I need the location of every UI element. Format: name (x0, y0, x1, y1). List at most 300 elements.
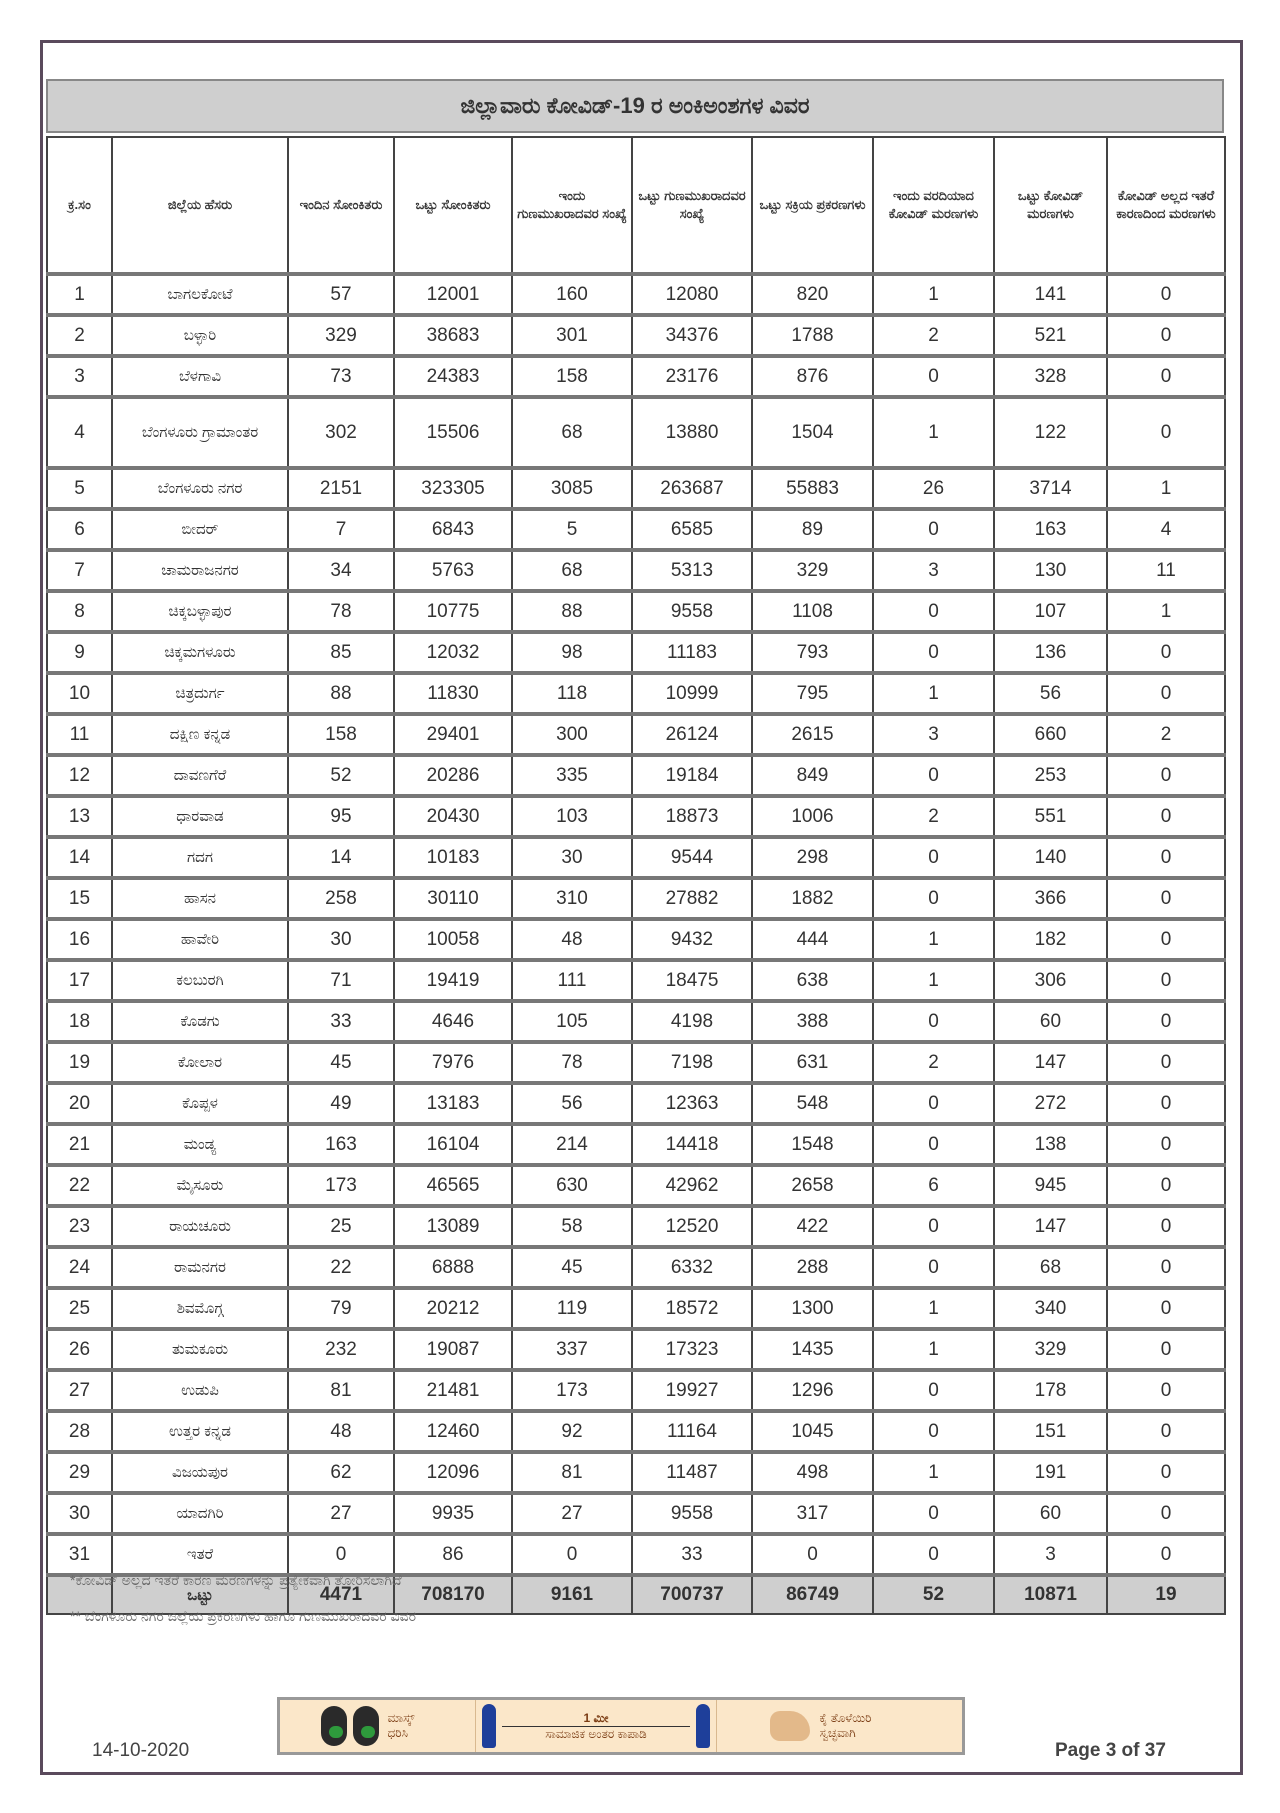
cell-value: 19087 (394, 1329, 512, 1370)
cell-value: 73 (288, 356, 394, 397)
serial-number: 8 (47, 591, 112, 632)
district-name: ರಾಮನಗರ (112, 1247, 288, 1288)
district-name: ಚಿತ್ರದುರ್ಗ (112, 673, 288, 714)
cell-value: 263687 (632, 468, 752, 509)
distance-segment (476, 1700, 717, 1752)
cell-value: 0 (1107, 274, 1225, 315)
cell-value: 306 (994, 960, 1107, 1001)
district-covid-table (46, 136, 1226, 1615)
table-row (47, 1165, 1225, 1206)
cell-value: 2 (873, 796, 994, 837)
district-name: ತುಮಕೂರು (112, 1329, 288, 1370)
column-header: ಇಂದು ಗುಣಮುಖರಾದವರ ಸಂಖ್ಯೆ (512, 137, 632, 274)
cell-value: 5763 (394, 550, 512, 591)
cell-value: 27 (288, 1493, 394, 1534)
table-row (47, 673, 1225, 714)
cell-value: 288 (752, 1247, 873, 1288)
cell-value: 0 (873, 356, 994, 397)
cell-value: 1882 (752, 878, 873, 919)
cell-value: 173 (512, 1370, 632, 1411)
serial-number: 19 (47, 1042, 112, 1083)
serial-number: 10 (47, 673, 112, 714)
cell-value: 6332 (632, 1247, 752, 1288)
serial-number: 5 (47, 468, 112, 509)
cell-value: 1300 (752, 1288, 873, 1329)
cell-value: 2151 (288, 468, 394, 509)
cell-value: 60 (994, 1001, 1107, 1042)
cell-value: 0 (1107, 878, 1225, 919)
cell-value: 302 (288, 397, 394, 468)
cell-value: 55883 (752, 468, 873, 509)
cell-value: 6585 (632, 509, 752, 550)
table-row (47, 468, 1225, 509)
cell-value: 0 (873, 837, 994, 878)
district-name: ಗದಗ (112, 837, 288, 878)
cell-value: 30110 (394, 878, 512, 919)
cell-value: 48 (512, 919, 632, 960)
cell-value: 30 (288, 919, 394, 960)
report-date: 14-10-2020 (92, 1740, 190, 1761)
cell-value: 11830 (394, 673, 512, 714)
cell-value: 9935 (394, 1493, 512, 1534)
cell-value: 89 (752, 509, 873, 550)
footnote: ** ಬೆಂಗಳೂರು ನಗರ ಜಿಲ್ಲೆಯ ಪ್ರಕರಣಗಳು ಹಾಗೂ ಗುಣಮುಖರಾದವರ ವಿವರ (70, 1608, 416, 1624)
cell-value: 173 (288, 1165, 394, 1206)
column-header: ಒಟ್ಟು ಗುಣಮುಖರಾದವರ ಸಂಖ್ಯೆ (632, 137, 752, 274)
serial-number: 9 (47, 632, 112, 673)
cell-value: 122 (994, 397, 1107, 468)
cell-value: 10058 (394, 919, 512, 960)
cell-value: 310 (512, 878, 632, 919)
serial-number: 1 (47, 274, 112, 315)
cell-value: 0 (1107, 1001, 1225, 1042)
district-name: ದಾವಣಗೆರೆ (112, 755, 288, 796)
cell-value: 0 (1107, 919, 1225, 960)
cell-value: 0 (873, 632, 994, 673)
cell-value: 12080 (632, 274, 752, 315)
cell-value: 68 (512, 397, 632, 468)
cell-value: 12460 (394, 1411, 512, 1452)
cell-value: 876 (752, 356, 873, 397)
cell-value: 111 (512, 960, 632, 1001)
cell-value: 56 (512, 1083, 632, 1124)
cell-value: 0 (873, 591, 994, 632)
cell-value: 1 (873, 1452, 994, 1493)
cell-value: 16104 (394, 1124, 512, 1165)
cell-value: 158 (288, 714, 394, 755)
serial-number: 27 (47, 1370, 112, 1411)
cell-value: 0 (873, 1206, 994, 1247)
cell-value: 13089 (394, 1206, 512, 1247)
cell-value: 366 (994, 878, 1107, 919)
cell-value: 1 (1107, 591, 1225, 632)
cell-value: 20430 (394, 796, 512, 837)
serial-number: 3 (47, 356, 112, 397)
cell-value: 0 (873, 1534, 994, 1575)
serial-number: 4 (47, 397, 112, 468)
serial-number: 15 (47, 878, 112, 919)
cell-value: 0 (1107, 960, 1225, 1001)
cell-value: 98 (512, 632, 632, 673)
district-name: ಚಿಕ್ಕಬಳ್ಳಾಪುರ (112, 591, 288, 632)
table-row (47, 1083, 1225, 1124)
cell-value: 1 (873, 1329, 994, 1370)
cell-value: 329 (288, 315, 394, 356)
table-row (47, 960, 1225, 1001)
cell-value: 0 (873, 755, 994, 796)
cell-value: 88 (512, 591, 632, 632)
cell-value: 0 (1107, 1370, 1225, 1411)
cell-value: 13880 (632, 397, 752, 468)
cell-value: 820 (752, 274, 873, 315)
table-row (47, 1042, 1225, 1083)
cell-value: 3 (873, 714, 994, 755)
cell-value: 0 (1107, 1247, 1225, 1288)
cell-value: 9544 (632, 837, 752, 878)
cell-value: 19 (1107, 1575, 1225, 1614)
person-icon (482, 1704, 496, 1748)
serial-number: 28 (47, 1411, 112, 1452)
district-name: ಮೈಸೂರು (112, 1165, 288, 1206)
cell-value: 0 (1107, 315, 1225, 356)
district-name: ರಾಯಚೂರು (112, 1206, 288, 1247)
cell-value: 700737 (632, 1575, 752, 1614)
serial-number: 31 (47, 1534, 112, 1575)
cell-value: 1 (873, 397, 994, 468)
cell-value: 340 (994, 1288, 1107, 1329)
cell-value: 0 (1107, 1411, 1225, 1452)
cell-value: 68 (994, 1247, 1107, 1288)
cell-value: 88 (288, 673, 394, 714)
cell-value: 103 (512, 796, 632, 837)
cell-value: 45 (288, 1042, 394, 1083)
cell-value: 141 (994, 274, 1107, 315)
cell-value: 160 (512, 274, 632, 315)
footnote: *ಕೋವಿಡ್ ಅಲ್ಲದ ಇತರೆ ಕಾರಣ ಮರಣಗಳನ್ನು ಪ್ರತ್ಯೇಕವಾಗಿ ತೋರಿಸಲಾಗಿದೆ (70, 1572, 402, 1588)
cell-value: 11487 (632, 1452, 752, 1493)
cell-value: 18572 (632, 1288, 752, 1329)
cell-value: 9432 (632, 919, 752, 960)
cell-value: 119 (512, 1288, 632, 1329)
cell-value: 1788 (752, 315, 873, 356)
cell-value: 9558 (632, 1493, 752, 1534)
table-row (47, 1247, 1225, 1288)
table-row (47, 356, 1225, 397)
serial-number: 2 (47, 315, 112, 356)
district-name: ಬೆಳಗಾವಿ (112, 356, 288, 397)
column-header: ಜಿಲ್ಲೆಯ ಹೆಸರು (112, 137, 288, 274)
cell-value: 335 (512, 755, 632, 796)
cell-value: 15506 (394, 397, 512, 468)
column-header: ಒಟ್ಟು ಕೋವಿಡ್ ಮರಣಗಳು (994, 137, 1107, 274)
cell-value: 708170 (394, 1575, 512, 1614)
table-row (47, 1288, 1225, 1329)
cell-value: 0 (1107, 1165, 1225, 1206)
table-row (47, 274, 1225, 315)
district-name: ಕಲಬುರಗಿ (112, 960, 288, 1001)
table-row (47, 632, 1225, 673)
cell-value: 18475 (632, 960, 752, 1001)
cell-value: 27 (512, 1493, 632, 1534)
cell-value: 5313 (632, 550, 752, 591)
serial-number: 25 (47, 1288, 112, 1329)
cell-value: 0 (1107, 796, 1225, 837)
cell-value: 11164 (632, 1411, 752, 1452)
cell-value: 214 (512, 1124, 632, 1165)
cell-value: 3 (994, 1534, 1107, 1575)
district-name: ಒಟ್ಟು (112, 1575, 288, 1614)
cell-value: 0 (1107, 1493, 1225, 1534)
cell-value: 0 (1107, 837, 1225, 878)
district-name: ವಿಜಯಪುರ (112, 1452, 288, 1493)
cell-value: 0 (1107, 1206, 1225, 1247)
district-name: ಬೀದರ್ (112, 509, 288, 550)
cell-value: 0 (1107, 1124, 1225, 1165)
district-name: ಬಳ್ಳಾರಿ (112, 315, 288, 356)
cell-value: 4198 (632, 1001, 752, 1042)
cell-value: 328 (994, 356, 1107, 397)
cell-value: 23176 (632, 356, 752, 397)
cell-value: 19184 (632, 755, 752, 796)
cell-value: 49 (288, 1083, 394, 1124)
cell-value: 9161 (512, 1575, 632, 1614)
cell-value: 147 (994, 1042, 1107, 1083)
cell-value: 78 (512, 1042, 632, 1083)
cell-value: 0 (873, 1001, 994, 1042)
cell-value: 7198 (632, 1042, 752, 1083)
cell-value: 13183 (394, 1083, 512, 1124)
cell-value: 521 (994, 315, 1107, 356)
district-name: ಬೆಂಗಳೂರು ಗ್ರಾಮಾಂತರ (112, 397, 288, 468)
cell-value: 46565 (394, 1165, 512, 1206)
cell-value: 10871 (994, 1575, 1107, 1614)
column-header: ಒಟ್ಟು ಸಕ್ರಿಯ ಪ್ರಕರಣಗಳು (752, 137, 873, 274)
cell-value: 551 (994, 796, 1107, 837)
cell-value: 95 (288, 796, 394, 837)
cell-value: 86749 (752, 1575, 873, 1614)
table-row (47, 1124, 1225, 1165)
district-name: ದಕ್ಷಿಣ ಕನ್ನಡ (112, 714, 288, 755)
mask-segment (280, 1700, 476, 1752)
cell-value: 0 (512, 1534, 632, 1575)
cell-value: 1548 (752, 1124, 873, 1165)
cell-value: 12001 (394, 274, 512, 315)
cell-value: 1 (1107, 468, 1225, 509)
cell-value: 0 (1107, 1452, 1225, 1493)
cell-value: 2658 (752, 1165, 873, 1206)
cell-value: 191 (994, 1452, 1107, 1493)
cell-value: 19927 (632, 1370, 752, 1411)
table-row (47, 550, 1225, 591)
cell-value: 20286 (394, 755, 512, 796)
cell-value: 30 (512, 837, 632, 878)
serial-number: 23 (47, 1206, 112, 1247)
column-header: ಇಂದಿನ ಸೋಂಕಿತರು (288, 137, 394, 274)
cell-value: 1006 (752, 796, 873, 837)
table-row (47, 1370, 1225, 1411)
cell-value: 24383 (394, 356, 512, 397)
table-row (47, 1001, 1225, 1042)
cell-value: 0 (1107, 673, 1225, 714)
column-header: ಇಂದು ವರದಿಯಾದ ಕೋವಿಡ್ ಮರಣಗಳು (873, 137, 994, 274)
cell-value: 6843 (394, 509, 512, 550)
cell-value: 0 (873, 1083, 994, 1124)
cell-value: 3 (873, 550, 994, 591)
cell-value: 6 (873, 1165, 994, 1206)
serial-number: 7 (47, 550, 112, 591)
cell-value: 42962 (632, 1165, 752, 1206)
cell-value: 130 (994, 550, 1107, 591)
serial-number: 6 (47, 509, 112, 550)
table-row (47, 714, 1225, 755)
cell-value: 0 (1107, 1288, 1225, 1329)
cell-value: 1 (873, 960, 994, 1001)
district-name: ಹಾಸನ (112, 878, 288, 919)
cell-value: 20212 (394, 1288, 512, 1329)
cell-value: 25 (288, 1206, 394, 1247)
table-row (47, 837, 1225, 878)
cell-value: 9558 (632, 591, 752, 632)
cell-value: 1 (873, 274, 994, 315)
cell-value: 945 (994, 1165, 1107, 1206)
table-row (47, 1411, 1225, 1452)
cell-value: 34376 (632, 315, 752, 356)
cell-value: 38683 (394, 315, 512, 356)
district-name: ಉಡುಪಿ (112, 1370, 288, 1411)
distance-value: 1 ಮೀ (502, 1711, 690, 1727)
cell-value: 27882 (632, 878, 752, 919)
cell-value: 0 (873, 878, 994, 919)
cell-value: 33 (288, 1001, 394, 1042)
cell-value: 1 (873, 1288, 994, 1329)
cell-value: 422 (752, 1206, 873, 1247)
cell-value: 58 (512, 1206, 632, 1247)
cell-value: 78 (288, 591, 394, 632)
serial-number: 22 (47, 1165, 112, 1206)
cell-value: 4 (1107, 509, 1225, 550)
cell-value: 0 (1107, 1329, 1225, 1370)
cell-value: 151 (994, 1411, 1107, 1452)
district-name: ಮಂಡ್ಯ (112, 1124, 288, 1165)
cell-value: 12520 (632, 1206, 752, 1247)
table-row (47, 397, 1225, 468)
cell-value: 60 (994, 1493, 1107, 1534)
cell-value: 1504 (752, 397, 873, 468)
cell-value: 793 (752, 632, 873, 673)
serial-number: 12 (47, 755, 112, 796)
cell-value: 56 (994, 673, 1107, 714)
cell-value: 7 (288, 509, 394, 550)
cell-value: 26124 (632, 714, 752, 755)
column-header: ಒಟ್ಟು ಸೋಂಕಿತರು (394, 137, 512, 274)
cell-value: 68 (512, 550, 632, 591)
cell-value: 498 (752, 1452, 873, 1493)
cell-value: 81 (512, 1452, 632, 1493)
cell-value: 107 (994, 591, 1107, 632)
cell-value: 300 (512, 714, 632, 755)
cell-value: 1296 (752, 1370, 873, 1411)
cell-value: 631 (752, 1042, 873, 1083)
cell-value: 45 (512, 1247, 632, 1288)
cell-value: 71 (288, 960, 394, 1001)
table-row (47, 509, 1225, 550)
cell-value: 86 (394, 1534, 512, 1575)
cell-value: 1 (873, 919, 994, 960)
cell-value: 4646 (394, 1001, 512, 1042)
cell-value: 0 (1107, 397, 1225, 468)
cell-value: 18873 (632, 796, 752, 837)
cell-value: 0 (1107, 1042, 1225, 1083)
serial-number: 13 (47, 796, 112, 837)
cell-value: 272 (994, 1083, 1107, 1124)
cell-value: 0 (1107, 632, 1225, 673)
serial-number: 26 (47, 1329, 112, 1370)
person-icon (696, 1704, 710, 1748)
table-row (47, 1206, 1225, 1247)
cell-value: 12096 (394, 1452, 512, 1493)
cell-value: 178 (994, 1370, 1107, 1411)
cell-value: 2 (1107, 714, 1225, 755)
cell-value: 0 (873, 1411, 994, 1452)
cell-value: 0 (873, 1124, 994, 1165)
cell-value: 232 (288, 1329, 394, 1370)
serial-number: 20 (47, 1083, 112, 1124)
cell-value: 0 (1107, 1083, 1225, 1124)
district-name: ಧಾರವಾಡ (112, 796, 288, 837)
handwash-segment (717, 1700, 962, 1752)
cell-value: 660 (994, 714, 1107, 755)
cell-value: 158 (512, 356, 632, 397)
cell-value: 11183 (632, 632, 752, 673)
masked-face-icon (321, 1706, 347, 1746)
cell-value: 17323 (632, 1329, 752, 1370)
table-title: ಜಿಲ್ಲಾವಾರು ಕೋವಿಡ್-19 ರ ಅಂಕಿಅಂಶಗಳ ವಿವರ (46, 79, 1224, 133)
header-row (47, 137, 1225, 274)
cell-value: 1108 (752, 591, 873, 632)
table-row (47, 878, 1225, 919)
cell-value: 3085 (512, 468, 632, 509)
cell-value: 0 (1107, 1534, 1225, 1575)
cell-value: 0 (752, 1534, 873, 1575)
cell-value: 34 (288, 550, 394, 591)
cell-value: 52 (873, 1575, 994, 1614)
cell-value: 138 (994, 1124, 1107, 1165)
cell-value: 1045 (752, 1411, 873, 1452)
cell-value: 92 (512, 1411, 632, 1452)
district-name: ಬಾಗಲಕೋಟೆ (112, 274, 288, 315)
table-row (47, 315, 1225, 356)
cell-value: 0 (1107, 356, 1225, 397)
cell-value: 12363 (632, 1083, 752, 1124)
cell-value: 163 (288, 1124, 394, 1165)
handwash-label: ಕೈ ತೊಳೆಯಿರಿ ಸ್ವಚ್ಛವಾಗಿ (819, 1711, 872, 1740)
cell-value: 2 (873, 315, 994, 356)
serial-number: 18 (47, 1001, 112, 1042)
cell-value: 136 (994, 632, 1107, 673)
footnotes (70, 1562, 416, 1634)
table-row (47, 591, 1225, 632)
table-row (47, 1452, 1225, 1493)
cell-value: 329 (994, 1329, 1107, 1370)
cell-value: 444 (752, 919, 873, 960)
cell-value: 6888 (394, 1247, 512, 1288)
cell-value: 638 (752, 960, 873, 1001)
cell-value: 337 (512, 1329, 632, 1370)
table-row (47, 919, 1225, 960)
cell-value: 48 (288, 1411, 394, 1452)
district-name: ಇತರೆ (112, 1534, 288, 1575)
cell-value: 62 (288, 1452, 394, 1493)
